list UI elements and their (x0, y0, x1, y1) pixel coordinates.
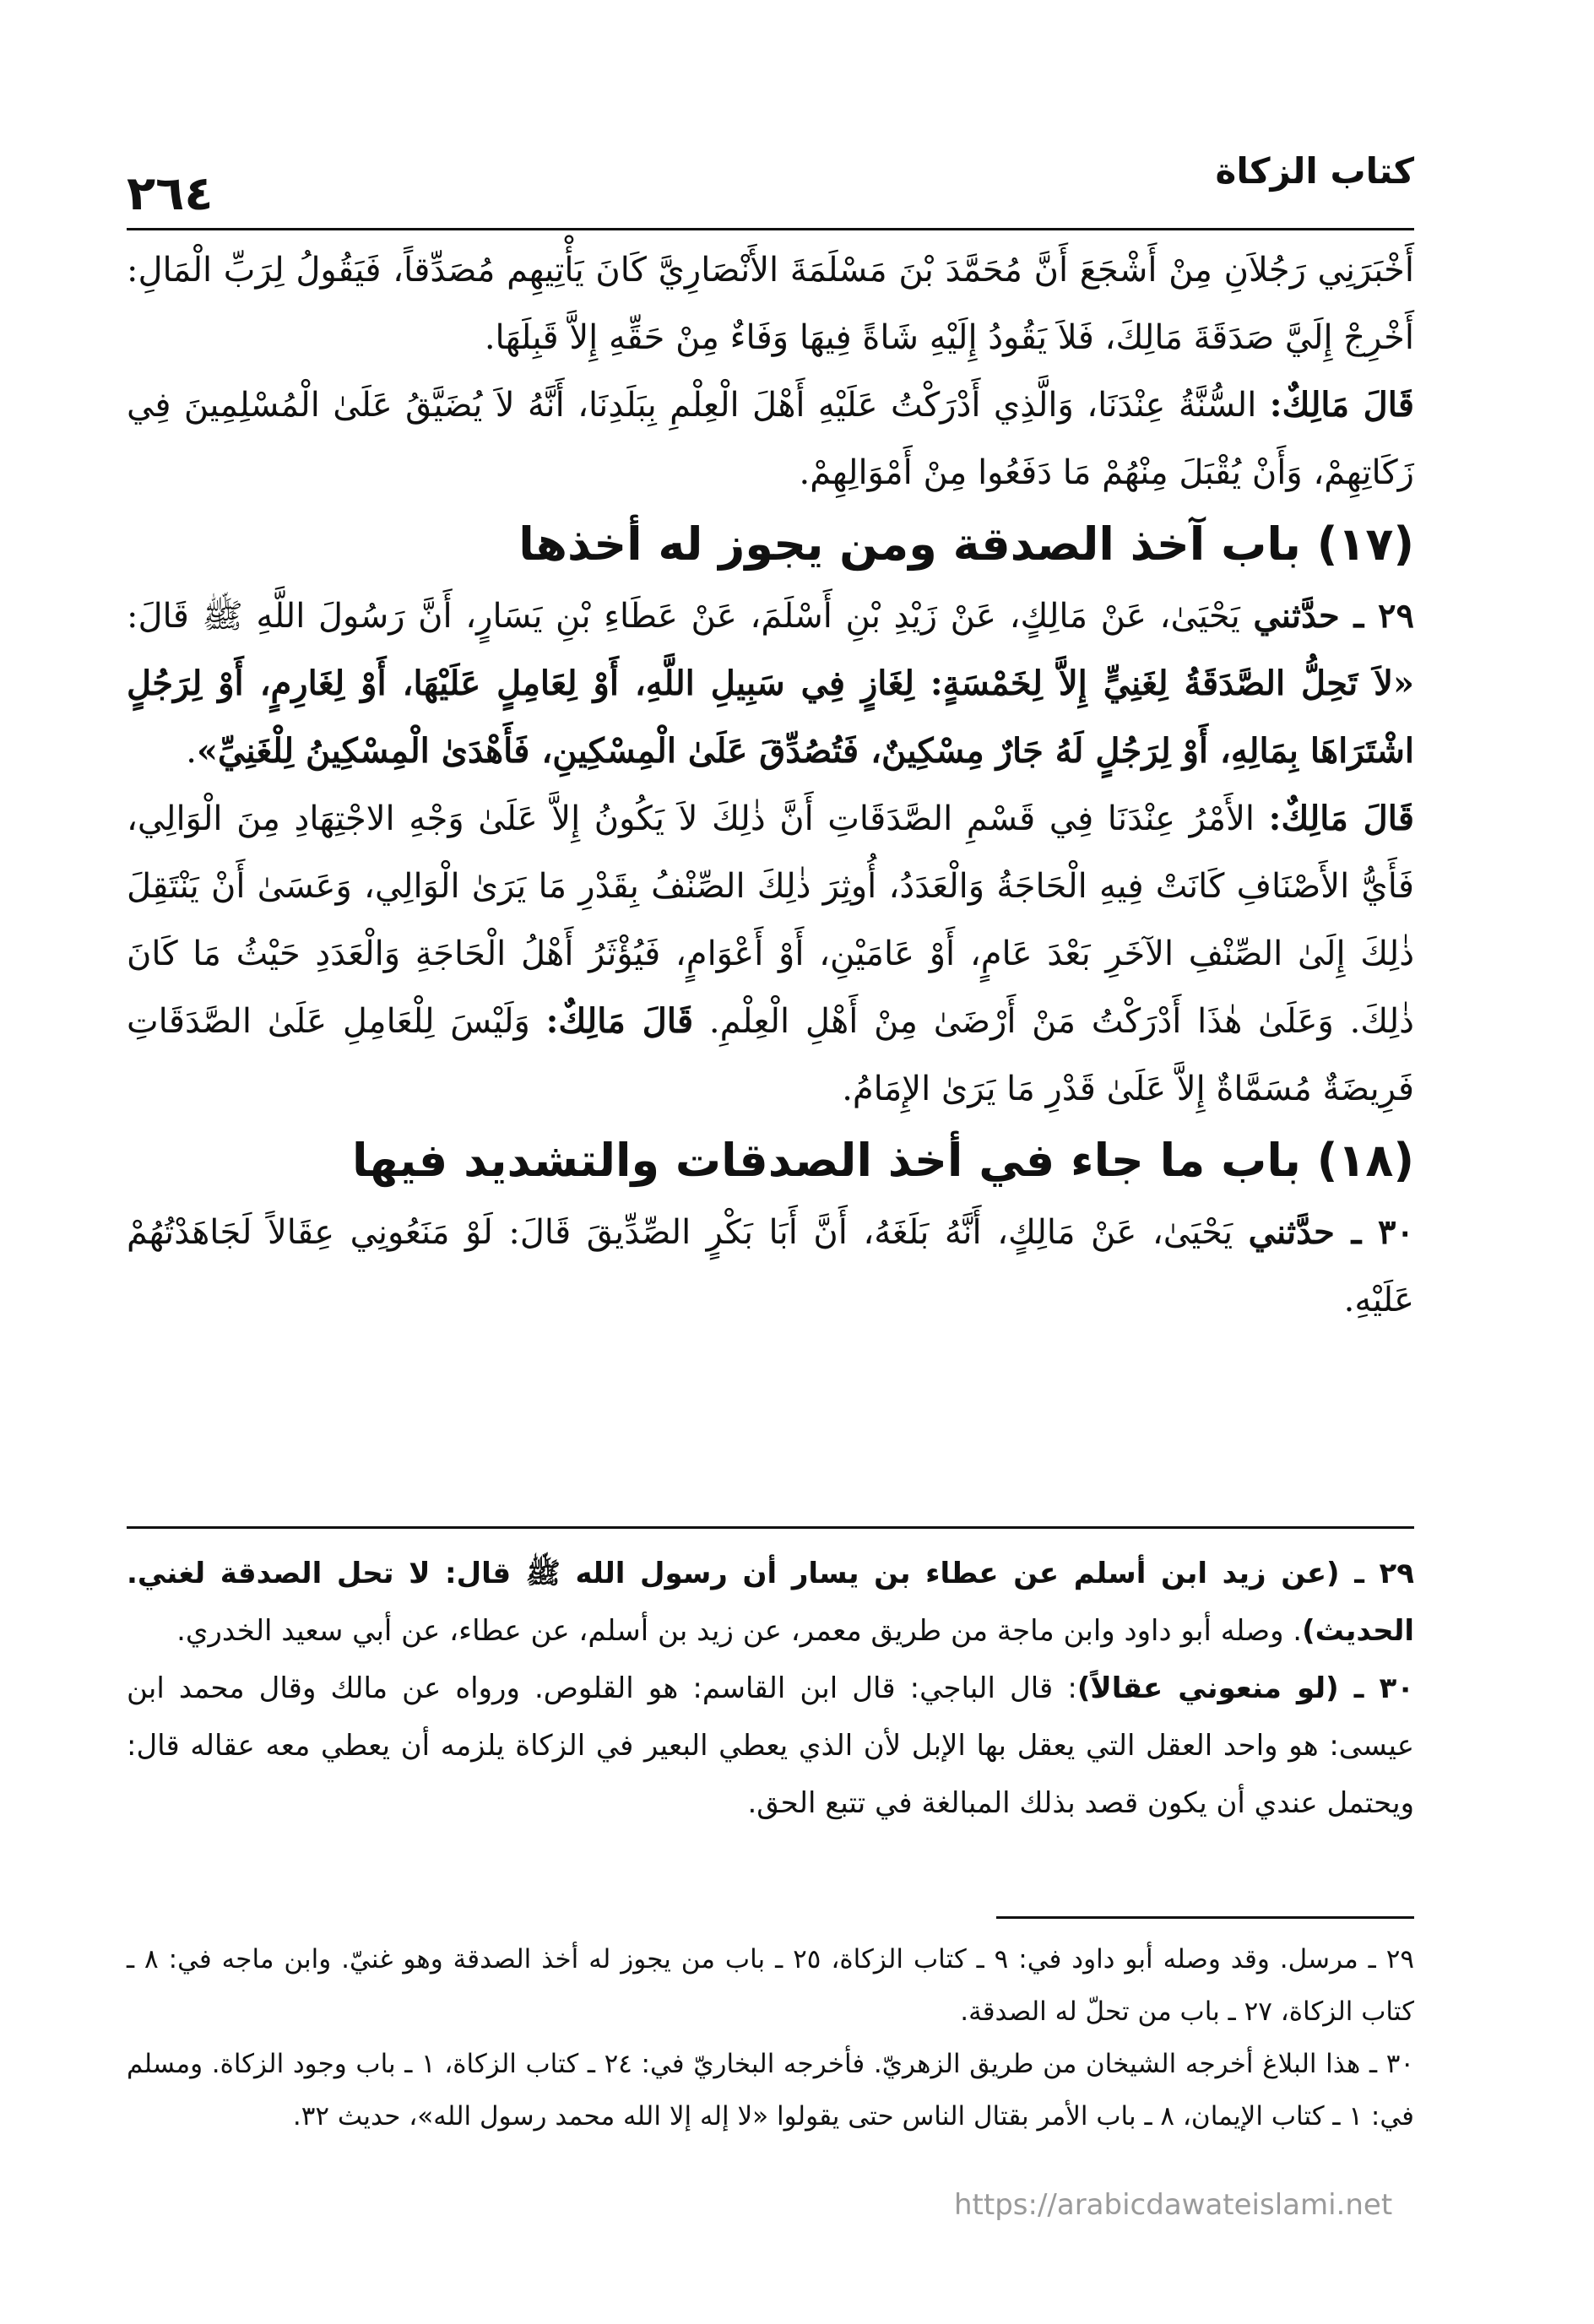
page-number: ٢٦٤ (127, 166, 214, 221)
hadith-29-quote: «لاَ تَحِلُّ الصَّدَقَةُ لِغَنِيٍّ إِلاَّ لِخَمْسَةٍ: لِغَازٍ فِي سَبِيلِ اللَّهِ، أَوْ لِعَامِلٍ عَلَيْهَا، أَوْ لِغَارِمٍ، أَوْ لِرَجُلٍ اشْتَرَاهَا بِمَالِهِ، أَوْ لِرَجُلٍ لَهُ جَارٌ مِسْكِينٌ، فَتُصُدِّقَ عَلَىٰ الْمِسْكِينِ، فَأَهْدَىٰ الْمِسْكِينُ لِلْغَنِيِّ» (127, 664, 1414, 771)
commentary-divider (127, 1526, 1414, 1529)
hadith-30-lead: ٣٠ ـ حدَّثني (1248, 1212, 1414, 1252)
hadith-30-text: يَحْيَىٰ، عَنْ مَالِكٍ، أَنَّهُ بَلَغَهُ، أَنَّ أَبَا بَكْرٍ الصِّدِّيقَ قَالَ: لَوْ مَنَعُونِي عِقَالاً لَجَاهَدْتُهُمْ عَلَيْهِ. (127, 1213, 1414, 1319)
book-title: كتاب الزكاة (1215, 150, 1414, 192)
main-text (127, 236, 1414, 1334)
hadith-29-lead: ٢٩ ـ حدَّثني (1253, 596, 1415, 636)
chapter-17-title: (١٧) باب آخذ الصدقة ومن يجوز له أخذها (518, 517, 1414, 571)
malik-2-text-2: وَلَيْسَ لِلْعَامِلِ عَلَىٰ الصَّدَقَاتِ فَرِيضَةٌ مُسَمَّاةٌ إِلاَّ عَلَىٰ قَدْرِ مَا يَرَىٰ الإِمَامُ. (127, 1002, 1414, 1108)
commentary-30-text: : قال الباجي: قال ابن القاسم: هو القلوص. ورواه عن مالك وقال محمد ابن عيسى: هو واحد العقل التي يعقل بها الإبل لأن الذي يعطي البعير في الزكاة يلزمه أن يعطي معه عقاله قال: ويحتمل عندي أن يكون قصد بذلك المبالغة في تتبع الحق. (127, 1671, 1414, 1820)
hadith-29-end: . (186, 732, 197, 771)
commentary-29-heading: ٢٩ ـ (عن زيد ابن أسلم عن عطاء بن يسار أن رسول الله ﷺ قال: لا تحل الصدقة لغني. الحديث) (127, 1557, 1414, 1648)
hadith-29-chain: يَحْيَىٰ، عَنْ مَالِكٍ، عَنْ زَيْدِ بْنِ أَسْلَمَ، عَنْ عَطَاءِ بْنِ يَسَارٍ، أَنَّ رَسُولَ اللَّهِ ﷺ قَالَ: (127, 597, 1254, 636)
malik-lead: قَالَ مَالِكٌ: (1269, 385, 1414, 425)
hadith-30 (127, 1199, 1414, 1334)
malik-paragraph-2 (127, 785, 1414, 1123)
commentary-30-heading: ٣٠ ـ (لو منعوني عقالاً) (1076, 1671, 1414, 1705)
takhrij-30: ٣٠ ـ هذا البلاغ أخرجه الشيخان من طريق الزهريّ. فأخرجه البخاريّ في: ٢٤ ـ كتاب الزكاة، ١ ـ باب وجود الزكاة. ومسلم في: ١ ـ كتاب الإيمان، ٨ ـ باب الأمر بقتال الناس حتى يقولوا «لا إله إلا الله محمد رسول الله»، حديث ٣٢. (127, 2049, 1415, 2132)
takhrij-notes (127, 1933, 1414, 2143)
commentary (127, 1545, 1414, 1832)
intro-text: أَخْبَرَنِي رَجُلاَنِ مِنْ أَشْجَعَ أَنَّ مُحَمَّدَ بْنَ مَسْلَمَةَ الأَنْصَارِيَّ كَانَ يَأْتِيهِم مُصَدِّقاً، فَيَقُولُ لِرَبِّ الْمَالِ: أَخْرِجْ إِلَيَّ صَدَقَةَ مَالِكَ، فَلاَ يَقُودُ إِلَيْهِ شَاةً فِيهَا وَفَاءٌ مِنْ حَقِّهِ إِلاَّ قَبِلَهَا. (127, 251, 1414, 357)
chapter-18-title: (١٨) باب ما جاء في أخذ الصدقات والتشديد فيها (351, 1134, 1414, 1187)
hadith-29 (127, 582, 1414, 785)
takhrij-29: ٢٩ ـ مرسل. وقد وصله أبو داود في: ٩ ـ كتاب الزكاة، ٢٥ ـ باب من يجوز له أخذ الصدقة وهو غنيّ. وابن ماجه في: ٨ ـ كتاب الزكاة، ٢٧ ـ باب من تحلّ له الصدقة. (127, 1944, 1415, 2027)
page-header (127, 135, 1414, 230)
watermark-url: https://arabicdawateislami.net (954, 2188, 1393, 2222)
commentary-29 (127, 1545, 1414, 1660)
commentary-29-text: . وصله أبو داود وابن ماجة من طريق معمر، عن زيد بن أسلم، عن عطاء، عن أبي سعيد الخدري. (176, 1614, 1303, 1648)
commentary-30 (127, 1660, 1414, 1832)
malik-paragraph-1 (127, 371, 1414, 507)
malik-2-lead-2: قَالَ مَالِكٌ: (545, 1001, 694, 1041)
malik-2-lead: قَالَ مَالِكٌ: (1268, 799, 1414, 838)
malik-text: السُّنَّةُ عِنْدَنَا، وَالَّذِي أَدْرَكْتُ عَلَيْهِ أَهْلَ الْعِلْمِ بِبَلَدِنَا، أَنَّهُ لاَ يُضَيَّقُ عَلَىٰ الْمُسْلِمِينَ فِي زَكَاتِهِمْ، وَأَنْ يُقْبَلَ مِنْهُمْ مَا دَفَعُوا مِنْ أَمْوَالِهِمْ. (127, 386, 1414, 492)
intro-paragraph (127, 236, 1414, 371)
malik-2-text: الأَمْرُ عِنْدَنَا فِي قَسْمِ الصَّدَقَاتِ أَنَّ ذٰلِكَ لاَ يَكُونُ إِلاَّ عَلَىٰ وَجْهِ الاجْتِهَادِ مِنَ الْوَالِي، فَأَيُّ الأَصْنَافِ كَانَتْ فِيهِ الْحَاجَةُ وَالْعَدَدُ، أُوثِرَ ذٰلِكَ الصِّنْفُ بِقَدْرِ مَا يَرَىٰ الْوَالِي، وَعَسَىٰ أَنْ يَنْتَقِلَ ذٰلِكَ إِلَىٰ الصِّنْفِ الآخَرِ بَعْدَ عَامٍ، أَوْ عَامَيْنِ، أَوْ أَعْوَامٍ، فَيُؤْثَرُ أَهْلُ الْحَاجَةِ وَالْعَدَدِ حَيْثُ مَا كَانَ ذٰلِكَ. وَعَلَىٰ هٰذَا أَدْرَكْتُ مَنْ أَرْضَىٰ مِنْ أَهْلِ الْعِلْمِ. (127, 799, 1414, 1041)
takhrij-divider (996, 1916, 1414, 1919)
